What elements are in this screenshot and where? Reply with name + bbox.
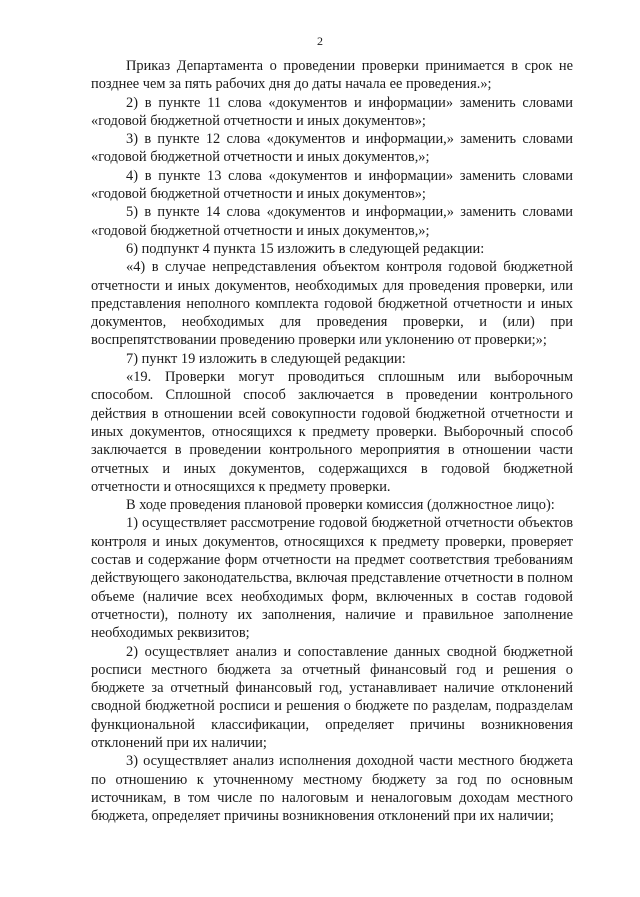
document-body <box>91 57 573 825</box>
paragraph-item-2: 2) в пункте 11 слова «документов и информации» заменить словами «годовой бюджетной отчетности и иных документов»; <box>91 94 573 129</box>
paragraph-order-timing: Приказ Департамента о проведении проверки принимается в срок не позднее чем за пять рабочих дня до даты начала ее проведения.»; <box>91 58 573 93</box>
paragraph-item-5: 5) в пункте 14 слова «документов и информации,» заменить словами «годовой бюджетной отчетности и иных документов,»; <box>91 204 573 239</box>
paragraph-new-subitem-4: «4) в случае непредставления объектом контроля годовой бюджетной отчетности и иных документов, необходимых для проведения проверки, или представления неполного комплекта годовой бюджетной отчетности и иных документов, необходимых для проведения проверки, и (или) при воспрепятствовании проведению проверки или уклонению от проверки;»; <box>91 259 573 349</box>
paragraph-item-6: 6) подпункт 4 пункта 15 изложить в следующей редакции: <box>126 240 485 257</box>
paragraph-subitem-3: 3) осуществляет анализ исполнения доходной части местного бюджета по отношению к уточненному местному бюджету за год по основным источникам, в том числе по налоговым и неналоговым доходам местного бюджета, определяет причины возникновения отклонений при их наличии; <box>91 753 573 825</box>
paragraph-commission-intro: В ходе проведения плановой проверки комиссия (должностное лицо): <box>126 497 555 514</box>
page-number: 2 <box>317 34 323 48</box>
paragraph-item-7: 7) пункт 19 изложить в следующей редакции: <box>126 350 406 367</box>
paragraph-subitem-2: 2) осуществляет анализ и сопоставление данных сводной бюджетной росписи местного бюджета за отчетный финансовый год и решения о бюджете за отчетный финансовый год, устанавливает наличие отклонений сводной бюджетной росписи и решения о бюджете по разделам, подразделам функциональной классификации, определяет причины возникновения отклонений при их наличии; <box>91 643 573 751</box>
paragraph-item-3: 3) в пункте 12 слова «документов и информации,» заменить словами «годовой бюджетной отчетности и иных документов,»; <box>91 131 573 166</box>
paragraph-new-item-19: «19. Проверки могут проводиться сплошным или выборочным способом. Сплошной способ заключается в проведении контрольного действия в отношении всей совокупности годовой бюджетной отчетности и иных документов, относящихся к предмету проверки. Выборочный способ заключается в проведении контрольного мероприятия в отношении части отчетных и иных документов, содержащихся в годовой бюджетной отчетности и относящихся к предмету проверки. <box>91 369 573 495</box>
paragraph-subitem-1: 1) осуществляет рассмотрение годовой бюджетной отчетности объектов контроля и иных документов, относящихся к предмету проверки, проверяет состав и содержание форм отчетности на предмет соответствия требованиям действующего законодательства, включая представление отчетности в полном объеме (наличие всех необходимых форм, включенных в состав годовой отчетности), полноту их заполнения, наличие и правильное заполнение необходимых реквизитов; <box>91 515 573 642</box>
paragraph-item-4: 4) в пункте 13 слова «документов и информации» заменить словами «годовой бюджетной отчетности и иных документов»; <box>91 167 573 203</box>
